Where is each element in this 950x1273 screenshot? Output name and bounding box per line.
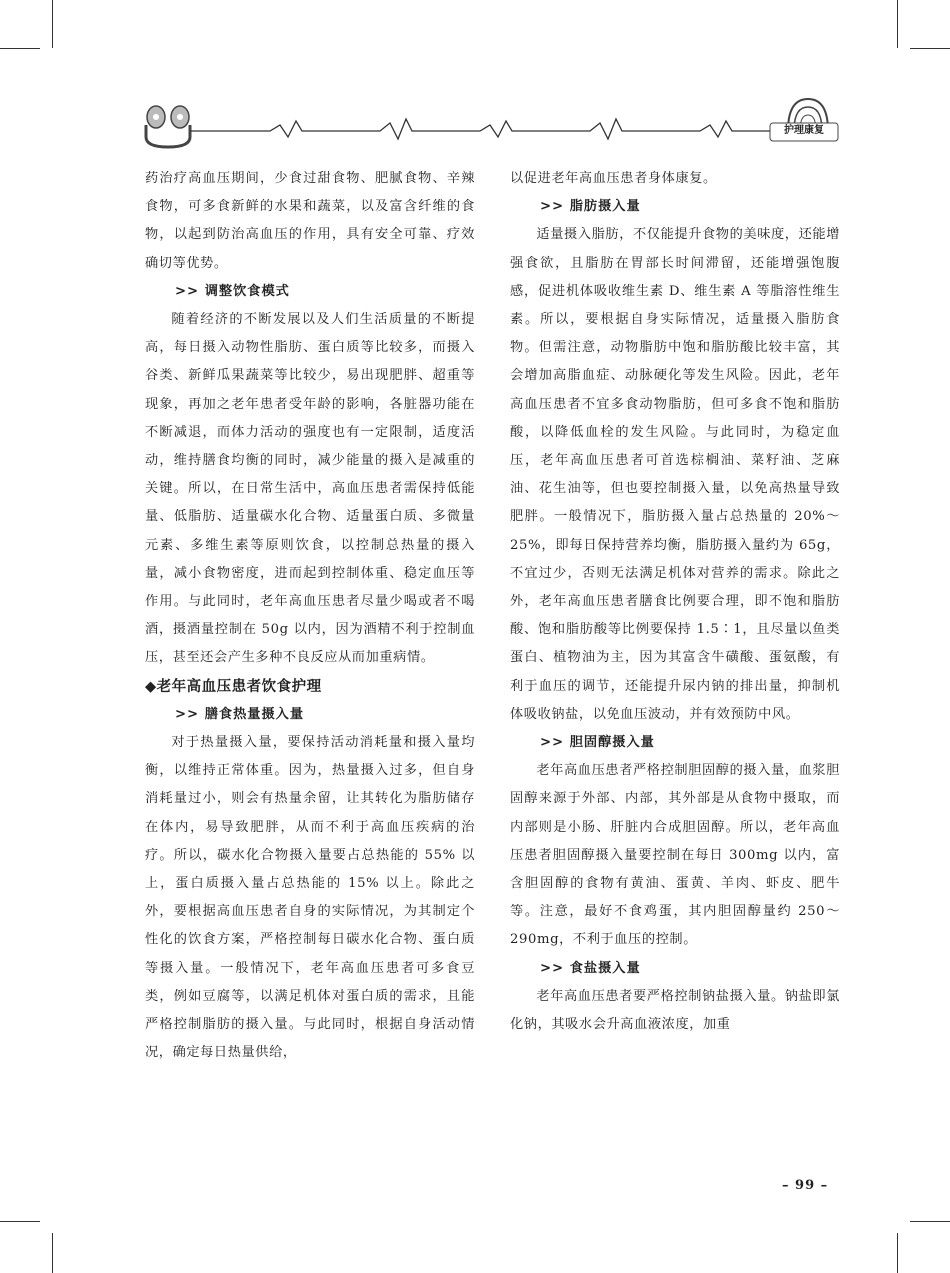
paragraph: 药治疗高血压期间，少食过甜食物、肥腻食物、辛辣食物，可多食新鲜的水果和蔬菜，以及富含纤维的食物，以起到防治高血压的作用，具有安全可靠、疗效确切等优势。 (145, 171, 475, 271)
header-decoration (140, 95, 840, 150)
crop-mark (910, 48, 950, 49)
paragraph: 以促进老年高血压患者身体康复。 (510, 171, 717, 186)
page-number: – 99 – (782, 1178, 829, 1193)
crop-mark (897, 1233, 898, 1273)
right-column (510, 165, 840, 1039)
paragraph: 随着经济的不断发展以及人们生活质量的不断提高，每日摄入动物性脂肪、蛋白质等比较多，而摄入谷类、新鲜瓜果蔬菜等比较少，易出现肥胖、超重等现象，再加之老年患者受年龄的影响，各脏器功能在不断减退，而体力活动的强度也有一定限制，适度活动，维持膳食均衡的同时，减少能量的摄入是减重的关键。所以，在日常生活中，高血压患者需保持低能量、低脂肪、适量碳水化合物、适量蛋白质、多微量元素、多维生素等原则饮食，以控制总热量的摄入量，减小食物密度，进而起到控制体重、稳定血压等作用。与此同时，老年高血压患者尽量少喝或者不喝酒，摄酒量控制在 50g 以内，因为酒精不利于控制血压，甚至还会产生多种不良反应从而加重病情。 (145, 312, 475, 666)
crop-mark (52, 1233, 53, 1273)
left-column (145, 165, 475, 1068)
subsection-heading: >> 脂肪摄入量 (540, 199, 641, 215)
crop-mark (0, 1221, 40, 1222)
crop-mark (52, 0, 53, 48)
paragraph: 对于热量摄入量，要保持活动消耗量和摄入量均衡，以维持正常体重。因为，热量摄入过多，但自身消耗量过小，则会有热量余留，让其转化为脂肪储存在体内，易导致肥胖，从而不利于高血压疾病的治疗。所以，碳水化合物摄入量要占总热能的 55% 以上，蛋白质摄入量占总热能的 15% 以上。除此之外，要根据高血压患者自身的实际情况，为其制定个性化的饮食方案，严格控制每日碳水化合物、蛋白质等摄入量。一般情况下，老年高血压患者可多食豆类，例如豆腐等，以满足机体对蛋白质的需求，且能严格控制脂肪的摄入量。与此同时，根据自身活动情况，确定每日热量供给， (145, 735, 475, 1061)
crop-mark (0, 48, 40, 49)
subsection-heading: >> 胆固醇摄入量 (540, 735, 655, 751)
magazine-logo-icon (146, 106, 190, 147)
subsection-heading: >> 食盐摄入量 (540, 960, 641, 976)
paragraph: 适量摄入脂肪，不仅能提升食物的美味度，还能增强食欲，且脂肪在胃部长时间滞留，还能增强饱腹感，促进机体吸收维生素 D、维生素 A 等脂溶性维生素。所以，要根据自身实际情况，适量摄入脂肪食物。但需注意，动物脂肪中饱和脂肪酸比较丰富，其会增加高脂血症、动脉硬化等发生风险。因此，老年高血压患者不宜多食动物脂肪，但可多食不饱和脂肪酸，以降低血栓的发生风险。与此同时，为稳定血压，老年高血压患者可首选棕榈油、菜籽油、芝麻油、花生油等，但也要控制摄入量，以免高热量导致肥胖。一般情况下，脂肪摄入量占总热量的 20%～25%，即每日保持营养均衡，脂肪摄入量约为 65g，不宜过少，否则无法满足机体对营养的需求。除此之外，老年高血压患者膳食比例要合理，即不饱和脂肪酸、饱和脂肪酸等比例要保持 1.5∶1，且尽量以鱼类蛋白、植物油为主，因为其富含牛磺酸、蛋氨酸，有利于血压的调节，还能提升尿内钠的排出量，抑制机体吸收钠盐，以免血压波动，并有效预防中风。 (510, 227, 840, 722)
crop-mark (897, 0, 898, 48)
crop-mark (910, 1221, 950, 1222)
paragraph: 老年高血压患者严格控制胆固醇的摄入量，血浆胆固醇来源于外部、内部，其外部是从食物中摄取，而内部则是小肠、肝脏内合成胆固醇。所以，老年高血压患者胆固醇摄入量要控制在每日 300mg 以内，富含胆固醇的食物有黄油、蛋黄、羊肉、虾皮、肥牛等。注意，最好不食鸡蛋，其内胆固醇量约 250～290mg，不利于血压的控制。 (510, 763, 840, 948)
paragraph: 老年高血压患者要严格控制钠盐摄入量。钠盐即氯化钠，其吸水会升高血液浓度，加重 (510, 988, 840, 1033)
section-label: 护理康复 (784, 125, 824, 136)
subsection-heading: >> 调整饮食模式 (175, 283, 290, 299)
section-heading: ◆老年高血压患者饮食护理 (145, 678, 322, 695)
heartbeat-line (190, 119, 770, 139)
subsection-heading: >> 膳食热量摄入量 (175, 706, 305, 722)
